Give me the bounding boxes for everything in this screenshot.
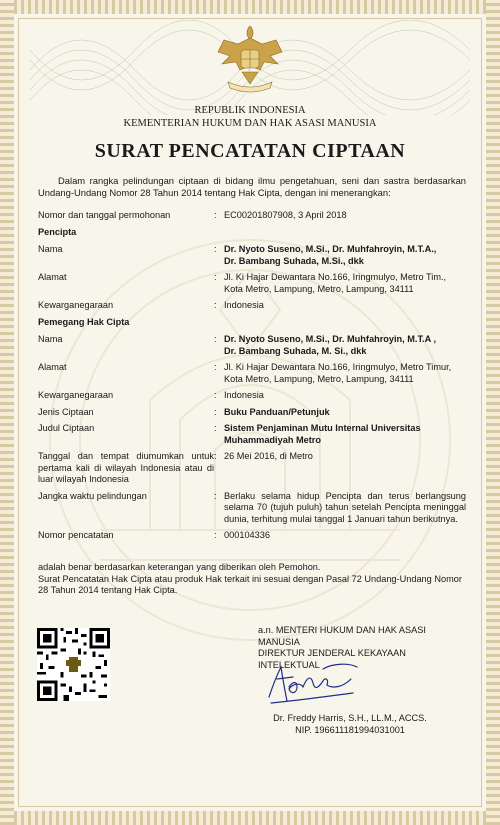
field-value: Berlaku selama hidup Pencipta dan terus berlangsung selama 70 (tujuh puluh) tahun setelah Pencipta meninggal dunia, terhitung mulai tanggal 1 Januari tahun berikutnya. bbox=[224, 490, 466, 524]
section-pencipta: Pencipta bbox=[38, 226, 77, 237]
field-colon: : bbox=[214, 334, 217, 344]
field-label: Kewarganegaraan bbox=[38, 390, 114, 400]
field-value: EC00201807908, 3 April 2018 bbox=[224, 210, 347, 220]
field-colon: : bbox=[214, 210, 217, 220]
field-pencipta-nama bbox=[38, 244, 466, 267]
field-pemegang-alamat bbox=[38, 362, 466, 385]
field-colon: : bbox=[214, 300, 217, 310]
field-tanggal-diumumkan bbox=[38, 451, 466, 486]
field-label: Alamat bbox=[38, 362, 67, 372]
field-value bbox=[224, 244, 466, 267]
field-value: Sistem Penjaminan Mutu Internal Universitas Muhammadiyah Metro bbox=[224, 423, 421, 445]
field-colon: : bbox=[214, 423, 217, 433]
field-colon: : bbox=[214, 390, 217, 400]
field-value: Jl. Ki Hajar Dewantara No.166, Iringmulyo, Metro Tim., Kota Metro, Lampung, Metro, Lampung, 34111 bbox=[224, 272, 447, 294]
closing-statement bbox=[38, 562, 466, 597]
document-title: SURAT PENCATATAN CIPTAAN bbox=[94, 140, 406, 162]
field-label: Tanggal dan tempat diumumkan untuk pertama kali di wilayah Indonesia atau di luar wilayah Indonesia bbox=[38, 451, 214, 484]
garuda-emblem-icon bbox=[216, 22, 284, 94]
field-colon: : bbox=[214, 451, 217, 461]
field-label: Nama bbox=[38, 244, 63, 254]
field-label: Nomor dan tanggal permohonan bbox=[38, 210, 171, 220]
field-nomor-pencatatan bbox=[38, 530, 466, 542]
field-value: Indonesia bbox=[224, 390, 264, 400]
field-value: 000104336 bbox=[224, 530, 270, 540]
pencipta-names-line-2: Dr. Bambang Suhada, M.Si., dkk bbox=[224, 255, 364, 266]
closing-line-1: adalah benar berdasarkan keterangan yang diberikan oleh Pemohon. bbox=[38, 562, 321, 572]
field-colon: : bbox=[214, 272, 217, 282]
field-label: Jenis Ciptaan bbox=[38, 406, 94, 417]
field-value: 26 Mei 2016, di Metro bbox=[224, 451, 313, 461]
field-judul-ciptaan bbox=[38, 423, 466, 446]
field-colon: : bbox=[214, 244, 217, 254]
decorative-border-top bbox=[0, 0, 500, 14]
field-colon: : bbox=[214, 490, 217, 501]
qr-code-icon[interactable] bbox=[37, 628, 110, 701]
field-pencipta-alamat bbox=[38, 272, 466, 295]
field-jenis-ciptaan bbox=[38, 407, 466, 419]
ministry-name: KEMENTERIAN HUKUM DAN HAK ASASI MANUSIA bbox=[123, 118, 377, 129]
country-name: REPUBLIK INDONESIA bbox=[194, 105, 306, 116]
on-behalf-text: a.n. MENTERI HUKUM DAN HAK ASASI MANUSIA bbox=[258, 625, 426, 647]
field-value: Indonesia bbox=[224, 300, 264, 310]
closing-line-2: Surat Pencatatan Hak Cipta atau produk Hak terkait ini sesuai dengan Pasal 72 Undang-Undang Nomor 28 Tahun 2014 tentang Hak Cipta. bbox=[38, 573, 462, 595]
intro-paragraph: Dalam rangka pelindungan ciptaan di bidang ilmu pengetahuan, seni dan sastra berdasarkan Undang-Undang Nomor 28 Tahun 2014 tentang Hak Cipta, dengan ini menerangkan: bbox=[38, 175, 466, 198]
section-pemegang: Pemegang Hak Cipta bbox=[38, 316, 130, 327]
field-pencipta-kewarganegaraan bbox=[38, 300, 466, 312]
field-label: Nomor pencatatan bbox=[38, 530, 114, 540]
field-nomor-tanggal bbox=[38, 210, 466, 222]
pencipta-names-line-1: Dr. Nyoto Suseno, M.Si., Dr. Muhfahroyin, M.T.A., bbox=[224, 244, 437, 254]
signer-name: Dr. Freddy Harris, S.H., LL.M., ACCS. bbox=[273, 713, 427, 723]
field-jangka-waktu bbox=[38, 491, 466, 526]
pemegang-names-line-1: Dr. Nyoto Suseno, M.Si., Dr. Muhfahroyin, M.T.A , bbox=[224, 334, 437, 344]
field-label: Nama bbox=[38, 334, 63, 344]
document-header bbox=[0, 104, 500, 130]
field-value bbox=[224, 334, 466, 357]
handwritten-signature bbox=[263, 657, 363, 709]
field-colon: : bbox=[214, 362, 217, 372]
field-colon: : bbox=[214, 530, 217, 540]
field-label: Jangka waktu pelindungan bbox=[38, 490, 147, 501]
field-value: Jl. Ki Hajar Dewantara No.166, Iringmulyo, Metro Timur, Kota Metro, Lampung, Metro, Lampung, 34111 bbox=[224, 362, 452, 384]
field-pemegang-nama bbox=[38, 334, 466, 357]
certificate-fields bbox=[38, 210, 466, 547]
field-label: Alamat bbox=[38, 272, 67, 282]
pemegang-names-line-2: Dr. Bambang Suhada, M. Si., dkk bbox=[224, 345, 367, 356]
decorative-border-bottom bbox=[0, 811, 500, 825]
field-colon: : bbox=[214, 406, 217, 417]
field-value: Buku Panduan/Petunjuk bbox=[224, 406, 330, 417]
field-label: Judul Ciptaan bbox=[38, 423, 95, 433]
signer-nip: NIP. 196611181994031001 bbox=[295, 725, 405, 735]
field-label: Kewarganegaraan bbox=[38, 300, 114, 310]
director-title: DIREKTUR JENDERAL KEKAYAAN INTELEKTUAL bbox=[258, 648, 406, 670]
signer-block bbox=[250, 712, 450, 736]
field-pemegang-kewarganegaraan bbox=[38, 390, 466, 402]
